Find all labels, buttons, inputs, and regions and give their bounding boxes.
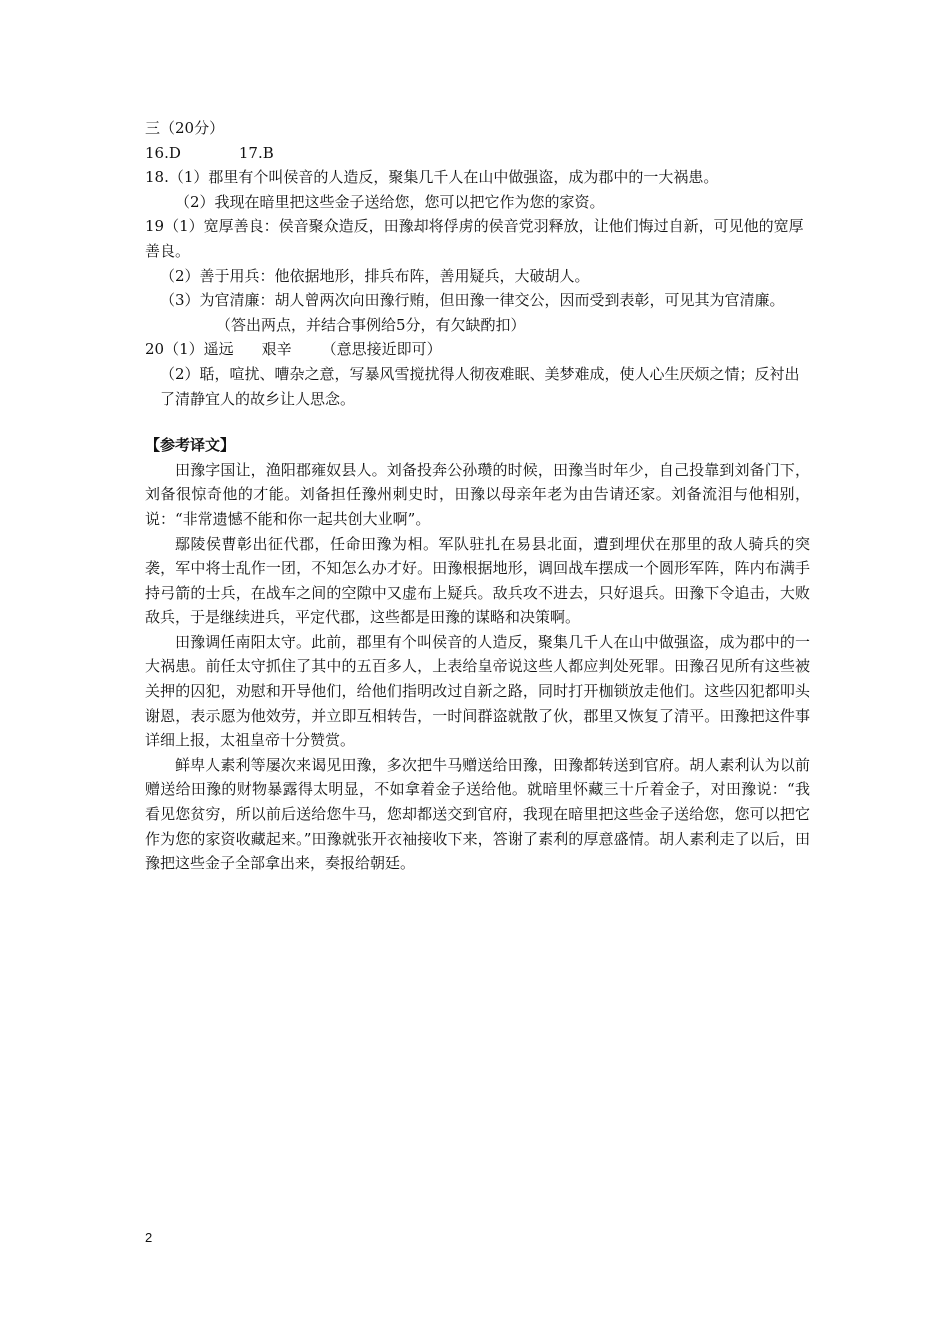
answer-19-3-text: （3）为官清廉：胡人曾两次向田豫行贿，但田豫一律交公，因而受到表彰，可见其为官清廉。 — [160, 291, 785, 310]
answer-19-3 — [145, 288, 810, 337]
answer-20-1-word2: 艰辛 — [261, 340, 292, 359]
answer-18-1: 18.（1）郡里有个叫侯音的人造反，聚集几千人在山中做强盗，成为郡中的一大祸患。 — [145, 168, 719, 187]
answer-16-17 — [145, 141, 810, 166]
answer-16: 16.D — [145, 143, 181, 162]
answer-19-2: （2）善于用兵：他依据地形，排兵布阵，善用疑兵，大破胡人。 — [160, 266, 590, 285]
answer-20-1 — [145, 337, 810, 362]
section-header: 三（20分） — [145, 119, 225, 137]
answer-19-note: （答出两点，并结合事例给5分，有欠缺酌扣） — [216, 315, 526, 334]
translation-paragraph: 鲜卑人素利等屡次来谒见田豫，多次把牛马赠送给田豫，田豫都转送到官府。胡人素利认为以前赠送给田豫的财物暴露得太明显，不如拿着金子送给他。就暗里怀藏三十斤着金子，对田豫说：“我看见您贫穷，所以前后送给您牛马，您却都送交到官府，我现在暗里把这些金子送给您，您可以把它作为您的家资收藏起来。”田豫就张开衣袖接收下来，答谢了素利的厚意盛情。胡人素利走了以后，田豫把这些金子全部拿出来，奏报给朝廷。 — [145, 755, 810, 873]
answer-17: 17.B — [238, 143, 274, 162]
translation-paragraph: 鄢陵侯曹彰出征代郡，任命田豫为相。军队驻扎在易县北面，遭到埋伏在那里的敌人骑兵的突袭，军中将士乱作一团，不知怎么办才好。田豫根据地形，调回战车摆成一个圆形军阵，阵内布满手持弓箭的士兵，在战车之间的空隙中又虚布上疑兵。敌兵攻不进去，只好退兵。田豫下令追击，大败敌兵，于是继续进兵，平定代郡，这些都是田豫的谋略和决策啊。 — [145, 534, 810, 627]
answer-19-1: 19（1）宽厚善良：侯音聚众造反，田豫却将俘虏的侯音党羽释放，让他们悔过自新，可见他的宽厚善良。 — [145, 217, 804, 260]
document-body — [145, 116, 810, 876]
translation-paragraph: 田豫字国让，渔阳郡雍奴县人。刘备投奔公孙瓒的时候，田豫当时年少，自己投靠到刘备门下，刘备很惊奇他的才能。刘备担任豫州刺史时，田豫以母亲年老为由告请还家。刘备流泪与他相别，说：“非常遗憾不能和你一起共创大业啊”。 — [145, 460, 810, 528]
answer-20-note: （意思接近即可） — [321, 340, 442, 359]
answer-20-2: （2）聒，喧扰、嘈杂之意，写暴风雪搅扰得人彻夜难眠、美梦难成，使人心生厌烦之情；反衬出了清静宜人的故乡让人思念。 — [160, 364, 800, 408]
page-number: 2 — [145, 1230, 153, 1245]
translation-heading: 【参考译文】 — [145, 436, 236, 455]
translation-paragraph: 田豫调任南阳太守。此前，郡里有个叫侯音的人造反，聚集几千人在山中做强盗，成为郡中的一大祸患。前任太守抓住了其中的五百多人，上表给皇帝说这些人都应判处死罪。田豫召见所有这些被关押的囚犯，劝慰和开导他们，给他们指明改过自新之路，同时打开枷锁放走他们。这些囚犯都叩头谢恩，表示愿为他效劳，并立即互相转告，一时间群盗就散了伙，郡里又恢复了清平。田豫把这件事详细上报，太祖皇帝十分赞赏。 — [145, 632, 810, 750]
answer-20-1-word1: 20（1）遥远 — [145, 340, 234, 359]
answer-18-2: （2）我现在暗里把这些金子送给您，您可以把它作为您的家资。 — [175, 192, 605, 211]
spacer — [145, 411, 810, 433]
